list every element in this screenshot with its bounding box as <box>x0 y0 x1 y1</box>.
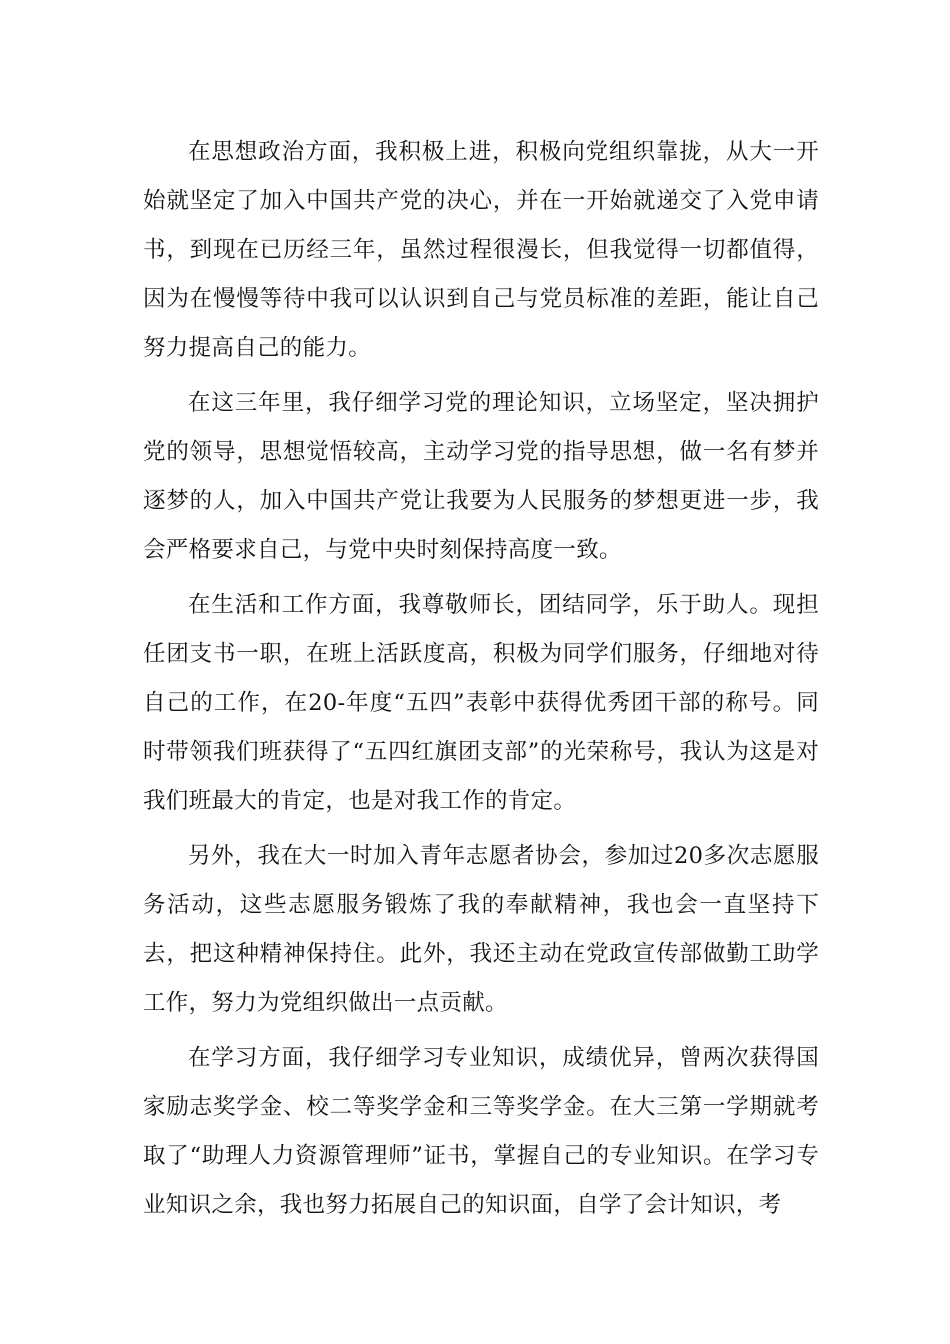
paragraph-political: 在思想政治方面，我积极上进，积极向党组织靠拢，从大一开始就坚定了加入中国共产党的决心，并在一开始就递交了入党申请书，到现在已历经三年，虽然过程很漫长，但我觉得一切都值得，因为在慢慢等待中我可以认识到自己与党员标准的差距，能让自己努力提高自己的能力。 <box>143 139 819 361</box>
document-body <box>143 128 819 1236</box>
paragraph-volunteer: 另外，我在大一时加入青年志愿者协会，参加过20多次志愿服务活动，这些志愿服务锻炼了我的奉献精神，我也会一直坚持下去，把这种精神保持住。此外，我还主动在党政宣传部做勤工助学工作，努力为党组织做出一点贡献。 <box>143 843 819 1016</box>
paragraph-study: 在学习方面，我仔细学习专业知识，成绩优异，曾两次获得国家励志奖学金、校二等奖学金和三等奖学金。在大三第一学期就考取了“助理人力资源管理师”证书，掌握自己的专业知识。在学习专业知识之余，我也努力拓展自己的知识面，自学了会计知识，考 <box>143 1045 819 1218</box>
paragraph-life-work: 在生活和工作方面，我尊敬师长，团结同学，乐于助人。现担任团支书一职，在班上活跃度高，积极为同学们服务，仔细地对待自己的工作，在20-年度“五四”表彰中获得优秀团干部的称号。同时带领我们班获得了“五四红旗团支部”的光荣称号，我认为这是对我们班最大的肯定，也是对我工作的肯定。 <box>143 592 819 814</box>
paragraph-three-years: 在这三年里，我仔细学习党的理论知识，立场坚定，坚决拥护党的领导，思想觉悟较高，主动学习党的指导思想，做一名有梦并逐梦的人，加入中国共产党让我要为人民服务的梦想更进一步，我会严格要求自己，与党中央时刻保持高度一致。 <box>143 390 819 563</box>
